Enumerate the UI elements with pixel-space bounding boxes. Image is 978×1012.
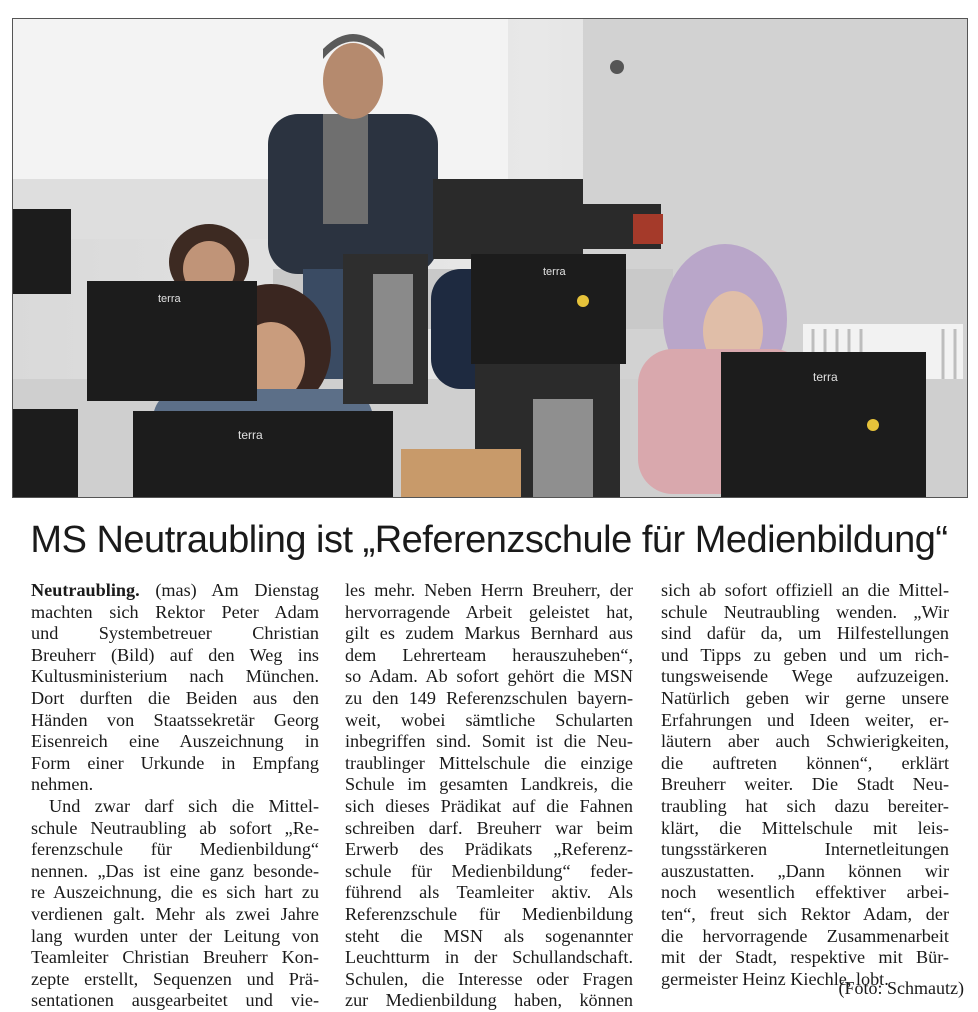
article-line: sich dieses Prädikat auf die Fahnen (345, 795, 633, 816)
article-line: traublinger Mittelschule die einzige (345, 752, 633, 773)
article-line: sind dafür da, um Hilfestellungen (661, 623, 949, 644)
article-line: schreiben darf. Breuherr war beim (345, 817, 633, 838)
article-line: Dort durften die Beiden aus den (31, 687, 319, 708)
article-line: machten sich Rektor Peter Adam (31, 601, 319, 622)
article-line: sich ab sofort offiziell an die Mittel- (661, 580, 949, 600)
article-line: läutern aber auch Schwierigkeiten, (661, 731, 949, 752)
article-line: les mehr. Neben Herrn Breuherr, der (345, 580, 633, 600)
article-line: re Auszeichnung, die es sich hart zu (31, 882, 319, 903)
article-line: weit, wobei sämtliche Schularten (345, 709, 633, 730)
article-line: Form einer Urkunde in Empfang (31, 752, 319, 773)
article-line: so Adam. Ab sofort gehört die MSN (345, 666, 633, 687)
article-line: Kultusministerium nach München. (31, 666, 319, 687)
article-line: die hervorragende Zusammenarbeit (661, 925, 949, 946)
article-line: noch wesentlich effektiver arbei- (661, 882, 949, 903)
photo-credit: (Foto: Schmautz) (838, 978, 964, 998)
monitor-brand-3: terra (238, 428, 263, 442)
classroom-photo-icon (13, 19, 967, 497)
article-line: die auftreten können“, erklärt (661, 752, 949, 773)
article-line: zu den 149 Referenzschulen bayern- (345, 687, 633, 708)
article-line: Händen von Staatssekretär Georg (31, 709, 319, 730)
article-line: und Systembetreuer Christian (31, 623, 319, 644)
article-line: gilt es zudem Markus Bernhard aus (345, 623, 633, 644)
article-line: Erfahrungen und Ideen weiter, er- (661, 709, 949, 730)
article-headline: MS Neutraubling ist „Referenzschule für Medienbildung“ (30, 519, 948, 561)
article-line: schule Neutraubling ab sofort „Re- (31, 817, 319, 838)
article-line: und Tipps zu geben und um rich- (661, 644, 949, 665)
article-line: verdienen galt. Mehr als zwei Jahre (31, 903, 319, 924)
article-line: Leuchtturm in der Schullandschaft. (345, 947, 633, 968)
article-dateline: Neutraubling. (31, 580, 140, 600)
article-line: Und zwar darf sich die Mittel- (49, 795, 319, 816)
article-line: Erwerb des Prädikats „Referenz- (345, 839, 633, 860)
article-column-1 (31, 580, 319, 1012)
monitor-brand-2: terra (543, 266, 566, 278)
article-line: klärt, die Mittelschule mit leis- (661, 817, 949, 838)
article-line: zepte erstellt, Sequenzen und Prä- (31, 968, 319, 989)
monitor-brand-4: terra (813, 370, 838, 384)
article-line: tungsstärkeren Internetleitungen (661, 839, 949, 860)
article-photo (12, 18, 968, 498)
article-line: schule Neutraubling wenden. „Wir (661, 601, 949, 622)
article-line: ten“, freut sich Rektor Adam, der (661, 903, 949, 924)
article-line: Natürlich geben wir gerne unsere (661, 687, 949, 708)
article-line: zur Medienbildung haben, können (345, 990, 633, 1011)
article-line: Schulen, die Interesse oder Fragen (345, 968, 633, 989)
article-line: nennen. „Das ist eine ganz besonde- (31, 860, 319, 881)
article-line: mit der Stadt, respektive mit Bür- (661, 947, 949, 968)
article-line: Eisenreich eine Auszeichnung in (31, 731, 319, 752)
article-line: dem Lehrerteam herauszuheben“, (345, 644, 633, 665)
article-line: Breuherr (Bild) auf den Weg ins (31, 644, 319, 665)
article-column-3 (661, 580, 949, 990)
article-line: sentationen ausgearbeitet und vie- (31, 990, 319, 1011)
article-line: Teamleiter Christian Breuherr Kon- (31, 947, 319, 968)
article-line: lang wurden unter der Leitung von (31, 925, 319, 946)
article-line: inbegriffen sind. Somit ist die Neu- (345, 731, 633, 752)
article-line: Schule im gesamten Landkreis, die (345, 774, 633, 795)
article-line: ferenzschule für Medienbildung“ (31, 839, 319, 860)
article-line: schule für Medienbildung“ feder- (345, 860, 633, 881)
article-line: führend als Teamleiter aktiv. Als (345, 882, 633, 903)
article-line: germeister Heinz Kiechle, lobt. (661, 968, 889, 989)
article-line: Neutraubling. (mas) Am Dienstag (31, 580, 319, 600)
article-line: nehmen. (31, 774, 94, 795)
article-line: tungsweisende Wege aufzuzeigen. (661, 666, 949, 687)
article-line: steht die MSN als sogenannter (345, 925, 633, 946)
article-line: auszustatten. „Dann können wir (661, 860, 949, 881)
article-line: Referenzschule für Medienbildung (345, 903, 633, 924)
article-column-2 (345, 580, 633, 1012)
article-line: hervorragende Arbeit geleistet hat, (345, 601, 633, 622)
monitor-brand-1: terra (158, 293, 181, 305)
article-line: Breuherr weiter. Die Stadt Neu- (661, 774, 949, 795)
article-line: traubling hat sich dazu bereiter- (661, 795, 949, 816)
